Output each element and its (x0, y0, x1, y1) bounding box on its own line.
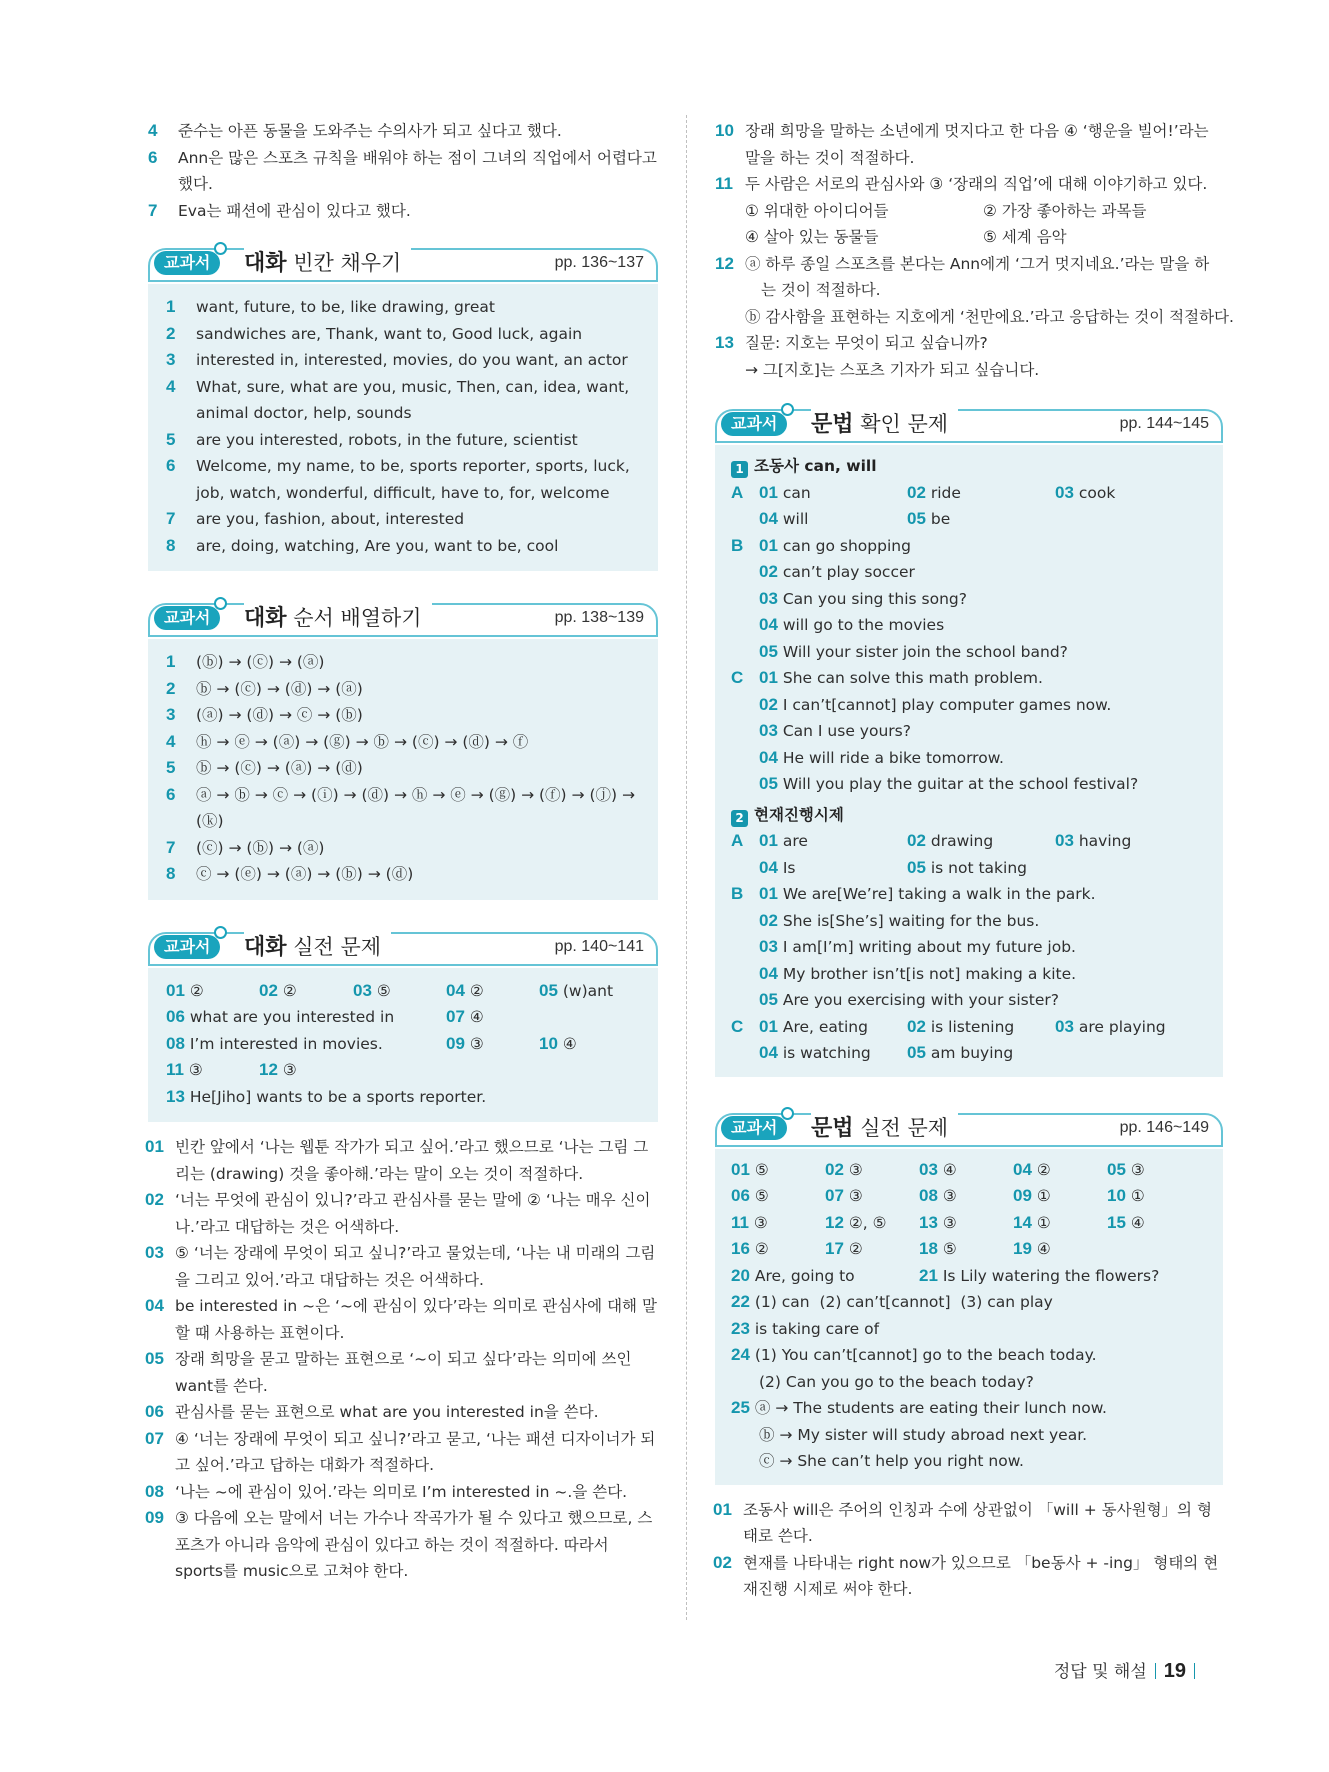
answer-cell: 08 I’m interested in movies. (166, 1033, 383, 1053)
answer-row: 20 Are, going to 21 Is Lily watering the flowers? (731, 1265, 1160, 1285)
textbook-tag: 교과서 (154, 251, 220, 275)
answer-row (166, 1004, 640, 1031)
column-divider (686, 115, 687, 1620)
explanation-item: 02 ‘너는 무엇에 관심이 있니?’라고 관심사를 묻는 말에 ② ‘나는 매우 신이 나.’라고 대답하는 것은 어색하다. (145, 1190, 651, 1236)
page-range: pp. 136~137 (554, 254, 644, 271)
answer-row: 02 can’t play soccer (759, 562, 915, 581)
answer-row: 04 will 05 be (759, 509, 951, 528)
answer-row: 04 He will ride a bike tomorrow. (759, 747, 1004, 767)
section-title: 대화 실전 문제 (244, 932, 391, 963)
explanation-item: 7 Eva는 패션에 관심이 있다고 했다. (148, 200, 411, 220)
answer-row: 22 (1) can (2) can’t[cannot] (3) can play (731, 1292, 1053, 1311)
page-range: pp. 140~141 (554, 937, 644, 955)
explanation-item: 4 준수는 아픈 동물을 도와주는 수의사가 되고 싶다고 했다. (148, 121, 562, 140)
answer-cell: 02 ② (259, 980, 297, 1000)
answer-panel (148, 639, 658, 900)
explanation-item: 01 빈칸 앞에서 ‘나는 웹툰 작가가 되고 싶어.’라고 했으므로 ‘나는 그림 그리는 (drawing) 것을 좋아해.’라는 말이 오는 것이 적절하다. (145, 1137, 649, 1183)
answer-cell: 11 ③ (166, 1060, 203, 1079)
answer-row: B 01 can go shopping (731, 535, 911, 555)
section-header (715, 407, 1223, 445)
answer-panel (715, 445, 1223, 1077)
answer-row: 04 My brother isn’t[is not] making a kite. (759, 963, 1077, 983)
answer-row (166, 978, 640, 1005)
left-column (145, 118, 658, 1585)
footer-divider (1155, 1663, 1156, 1679)
answer-cell: 01 ② (166, 980, 204, 1000)
answer-row: C 01 She can solve this math problem. (731, 668, 1043, 687)
answer-cell: 05 (w)ant (539, 980, 614, 1000)
section-title: 문법 실전 문제 (811, 1113, 958, 1144)
section-dialogue-ordering (148, 601, 658, 900)
answer-row (166, 1031, 640, 1058)
explanation-item: 05 장래 희망을 묻고 말하는 표현으로 ‘~이 되고 싶다’라는 의미에 쓰인 want를 쓴다. (145, 1349, 632, 1395)
page-range: pp. 138~139 (554, 609, 644, 626)
answer-row: 05 Will your sister join the school band? (759, 641, 1068, 661)
answer-row: B 01 We are[We’re] taking a walk in the park. (731, 884, 1096, 903)
answer-item: 4 What, sure, what are you, music, Then, can, idea, want, animal doctor, help, sounds (166, 376, 630, 422)
answer-panel (715, 1149, 1223, 1485)
answer-panel (148, 284, 658, 571)
right-top-explanations (715, 118, 1234, 383)
answer-item: 3 interested in, interested, movies, do you want, an actor (166, 350, 628, 369)
answer-item: 3 (ⓐ) → (ⓓ) → ⓒ → (ⓑ) (166, 705, 363, 724)
explanation-item: 6 Ann은 많은 스포츠 규칙을 배워야 하는 점이 그녀의 직업에서 어렵다고 했다. (148, 147, 657, 193)
answer-item: 5 are you interested, robots, in the future, scientist (166, 429, 578, 449)
answer-item: 4 ⓗ → ⓔ → (ⓐ) → (ⓖ) → ⓑ → (ⓒ) → (ⓓ) → ⓕ (166, 731, 529, 751)
answer-cell: 12 ③ (259, 1060, 297, 1079)
textbook-tag: 교과서 (154, 935, 220, 959)
answer-item: 1 (ⓑ) → (ⓒ) → (ⓐ) (166, 652, 325, 671)
page-number: 19 (1163, 1660, 1186, 1682)
explanation-item: 01 조동사 will은 주어의 인칭과 수에 상관없이 「will + 동사원형」의 형태로 쓴다. (713, 1499, 1212, 1545)
section-title: 대화 빈칸 채우기 (244, 248, 411, 279)
answer-row: 24 (1) You can’t[cannot] go to the beach today. (731, 1345, 1097, 1364)
right-column (713, 118, 1234, 1603)
textbook-tag: 교과서 (154, 606, 220, 630)
section-header (148, 930, 658, 968)
answer-item: 5 ⓑ → (ⓒ) → (ⓐ) → (ⓓ) (166, 758, 363, 777)
answer-item: 6 ⓐ → ⓑ → ⓒ → (ⓘ) → (ⓓ) → ⓗ → ⓔ → (ⓖ) → (ⓕ) → (ⓙ) → (ⓚ) (166, 784, 635, 830)
subsection-title: 1 조동사 can, will (731, 453, 1207, 480)
explanation-item: 12 ⓐ 하루 종일 스포츠를 본다는 Ann에게 ‘그거 멋지네요.’라는 말을 하는 것이 적절하다. (715, 253, 1210, 299)
answer-cell: 07 ④ (446, 1007, 484, 1026)
answer-row: 04 will go to the movies (759, 615, 945, 634)
answer-row: ⓑ → My sister will study abroad next year. (759, 1425, 1088, 1444)
answer-row: 16 ② 17 ② 18 ⑤ 19 ④ (731, 1239, 1051, 1258)
page-range: pp. 144~145 (1119, 415, 1209, 432)
answer-cell: 10 ④ (539, 1033, 577, 1053)
answer-row: 04 is watching 05 am buying (759, 1043, 1014, 1062)
answer-row: A 01 can 02 ride 03 cook (731, 482, 1116, 502)
answer-item: 1 want, future, to be, like drawing, great (166, 297, 495, 316)
answer-cell: 09 ③ (446, 1033, 484, 1053)
explanation-item: 09 ③ 다음에 오는 말에서 너는 가수나 작곡가가 될 수 있다고 했으므로, 스포츠가 아니라 음악에 관심이 있다고 하는 것이 적절하다. 따라서 sports를 music으로 고쳐야 한다. (145, 1508, 653, 1580)
answer-row: 05 Are you exercising with your sister? (759, 990, 1059, 1009)
explanation-item: 13 질문: 지호는 무엇이 되고 싶습니까? (715, 333, 988, 352)
grammar-practice-explanations (713, 1497, 1223, 1603)
section-grammar-practice (715, 1111, 1223, 1603)
section-title: 문법 확인 문제 (811, 409, 958, 440)
explanation-item: 03 ⑤ ‘너는 장래에 무엇이 되고 싶니?’라고 물었는데, ‘나는 내 미래의 그림을 그리고 있어.’라고 대답하는 것은 어색하다. (145, 1243, 656, 1289)
answer-row: 02 I can’t[cannot] play computer games now. (759, 694, 1112, 714)
answer-cell: 03 ⑤ (353, 980, 391, 1000)
explanation-item: 07 ④ ‘너는 장래에 무엇이 되고 싶니?’라고 묻고, ‘나는 패션 디자이너가 되고 싶어.’라고 답하는 대화가 적절하다. (145, 1428, 656, 1474)
answer-row: 23 is taking care of (731, 1318, 880, 1338)
section-dialogue-practice (145, 930, 658, 1585)
subsection-title: 2 현재진행시제 (731, 802, 1207, 829)
answer-cell: 04 ② (446, 980, 484, 1000)
explanation-item: 04 be interested in ~은 ‘~에 관심이 있다’라는 의미로 관심사에 대해 말할 때 사용하는 표현이다. (145, 1296, 657, 1342)
answer-row: 06 ⑤ 07 ③ 08 ③ 09 ① 10 ① (731, 1186, 1145, 1205)
left-top-explanations (148, 118, 658, 224)
explanation-item: 08 ‘나는 ~에 관심이 있어.’라는 의미로 I’m interested in ~.을 쓴다. (145, 1481, 628, 1501)
page-range: pp. 146~149 (1119, 1118, 1209, 1136)
textbook-tag: 교과서 (721, 412, 787, 436)
answer-row: 03 I am[I’m] writing about my future job. (759, 937, 1076, 956)
option-row: ① 위대한 아이디어들 ② 가장 좋아하는 과목들 (745, 201, 1147, 220)
answer-row: C 01 Are, eating 02 is listening 03 are playing (731, 1016, 1166, 1036)
explanation-item: 10 장래 희망을 말하는 소년에게 멋지다고 한 다음 ④ ‘행운을 빌어!’라는 말을 하는 것이 적절하다. (715, 121, 1209, 167)
answer-row: 04 Is 05 is not taking (759, 857, 1028, 877)
section-header (715, 1111, 1223, 1149)
answer-item: 7 (ⓒ) → (ⓑ) → (ⓐ) (166, 837, 325, 857)
answer-panel (148, 968, 658, 1123)
explanation-sub: ⓑ 감사함을 표현하는 지호에게 ‘천만에요.’라고 응답하는 것이 적절하다. (745, 307, 1234, 326)
answer-item: 8 are, doing, watching, Are you, want to be, cool (166, 535, 559, 555)
answer-item: 6 Welcome, my name, to be, sports reporter, sports, luck, job, watch, wonderful, difficult, have to, for, welcome (166, 456, 630, 502)
section-title: 대화 순서 배열하기 (244, 603, 432, 634)
answer-row: 03 Can you sing this song? (759, 588, 967, 608)
answer-row: ⓒ → She can’t help you right now. (759, 1452, 1024, 1470)
answer-item: 2 ⓑ → (ⓒ) → (ⓓ) → (ⓐ) (166, 678, 363, 698)
section-grammar-check (715, 407, 1223, 1077)
answer-row: 03 Can I use yours? (759, 721, 911, 740)
answer-row: 02 She is[She’s] waiting for the bus. (759, 910, 1040, 930)
practice-explanations (145, 1134, 658, 1585)
answer-row: 25 ⓐ → The students are eating their lunch now. (731, 1398, 1107, 1417)
section-dialogue-fill-blanks (148, 246, 658, 571)
answer-row: 01 ⑤ 02 ③ 03 ④ 04 ② 05 ③ (731, 1159, 1145, 1179)
answer-row: 11 ③ 12 ②, ⑤ 13 ③ 14 ① 15 ④ (731, 1212, 1145, 1232)
footer-label: 정답 및 해설 (1053, 1662, 1147, 1682)
answer-row: 13 He[Jiho] wants to be a sports reporter. (166, 1086, 487, 1106)
answer-item: 2 sandwiches are, Thank, want to, Good luck, again (166, 323, 583, 343)
explanation-sub: → 그[지호]는 스포츠 기자가 되고 싶습니다. (745, 360, 1040, 379)
answer-row: A 01 are 02 drawing 03 having (731, 831, 1132, 850)
answer-item: 8 ⓒ → (ⓔ) → (ⓐ) → (ⓑ) → (ⓓ) (166, 864, 414, 883)
section-header (148, 601, 658, 639)
explanation-item: 11 두 사람은 서로의 관심사와 ③ ‘장래의 직업’에 대해 이야기하고 있다. (715, 174, 1208, 193)
option-row: ④ 살아 있는 동물들 ⑤ 세계 음악 (745, 228, 1067, 246)
textbook-tag: 교과서 (721, 1116, 787, 1140)
answer-cell: 06 what are you interested in (166, 1007, 395, 1026)
explanation-item: 06 관심사를 묻는 표현으로 what are you interested in을 쓴다. (145, 1402, 599, 1421)
answer-row: (2) Can you go to the beach today? (759, 1372, 1034, 1391)
explanation-item: 02 현재를 나타내는 right now가 있으므로 「be동사 + -ing」 형태의 현재진행 시제로 써야 한다. (713, 1552, 1219, 1598)
answer-row: 05 Will you play the guitar at the school festival? (759, 774, 1139, 793)
answer-item: 7 are you, fashion, about, interested (166, 509, 465, 528)
page-footer (1054, 1657, 1203, 1683)
section-header (148, 246, 658, 284)
answer-row (166, 1057, 640, 1084)
footer-divider (1194, 1663, 1195, 1679)
